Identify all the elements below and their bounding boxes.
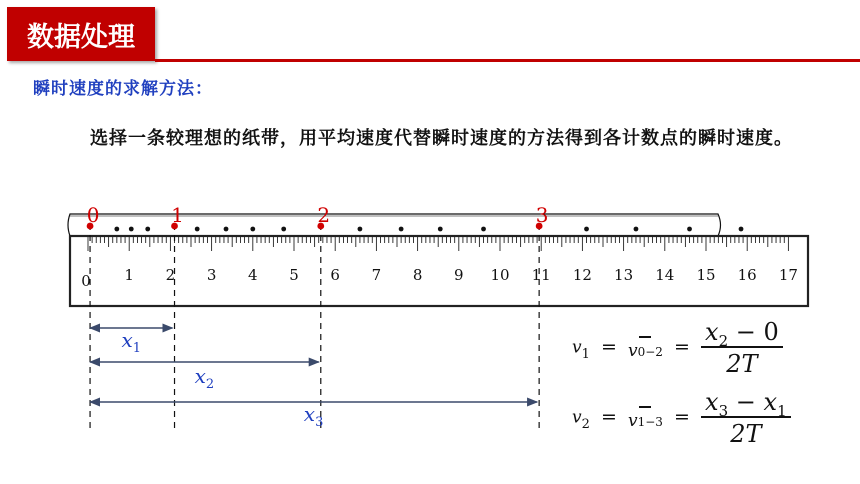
ruler-label: 4 — [248, 266, 258, 284]
ruler-label: 11 — [531, 266, 551, 284]
paper-tape — [68, 214, 743, 236]
tape-outline — [68, 214, 721, 236]
ruler-label: 5 — [289, 266, 299, 284]
distance-arrows — [90, 328, 537, 430]
ruler-label: 17 — [778, 266, 798, 284]
eq2-denominator: 2T — [730, 420, 762, 448]
tape-dot — [250, 227, 255, 232]
eq1-equals-2: = — [674, 335, 690, 358]
tape-dot — [224, 227, 229, 232]
section-title: 数据处理 — [7, 7, 155, 61]
ruler-label: 7 — [371, 266, 382, 284]
eq1-lhs-var: v — [572, 337, 582, 358]
ruler-label: 12 — [572, 266, 592, 284]
eq1-average-velocity — [628, 336, 663, 361]
tape-dot — [399, 227, 404, 232]
tape-dot — [145, 227, 150, 232]
method-subtitle: 瞬时速度的求解方法： — [33, 79, 213, 99]
ruler-label: 1 — [124, 266, 134, 284]
distance-label: $x_3$ — [303, 402, 324, 430]
ruler-label: 2 — [165, 266, 176, 284]
equation-v2 — [572, 388, 791, 448]
eq2-avg-var: v — [628, 410, 638, 431]
ruler-label: 16 — [737, 266, 757, 284]
count-point-label: 1 — [171, 203, 184, 227]
eq2-num-b-sub: 1 — [777, 402, 787, 420]
eq2-equals-2: = — [674, 405, 690, 428]
eq2-lhs-var: v — [572, 407, 582, 428]
eq2-num-a: x — [705, 388, 719, 416]
ruler-label: 8 — [412, 266, 423, 284]
eq1-lhs-sub: 1 — [581, 346, 590, 362]
eq1-equals: = — [600, 335, 617, 358]
eq1-avg-var: v — [628, 340, 638, 361]
ruler-label: 6 — [330, 266, 340, 284]
tape-dot — [584, 227, 589, 232]
tape-dot — [739, 227, 744, 232]
eq2-avg-sub: 1−3 — [637, 414, 663, 429]
eq1-minus: − 0 — [728, 318, 779, 346]
ruler-label: 13 — [614, 266, 634, 284]
tape-dot — [281, 227, 286, 232]
equation-v1 — [572, 318, 783, 378]
ruler-label: 14 — [655, 266, 675, 284]
ruler-label: 10 — [490, 266, 510, 284]
distance-subscript: 2 — [205, 377, 215, 392]
distance-subscript: 3 — [315, 415, 324, 430]
tape-dot — [687, 227, 692, 232]
distance-subscript: 1 — [132, 341, 142, 356]
tape-dot — [438, 227, 443, 232]
tape-dot — [114, 227, 119, 232]
eq1-denominator: 2T — [726, 350, 758, 378]
eq1-avg-sub: 0−2 — [637, 344, 663, 359]
eq2-average-velocity — [628, 406, 663, 431]
eq2-minus: − — [728, 388, 764, 416]
eq2-fraction — [701, 388, 791, 448]
tape-dot — [358, 227, 363, 232]
count-point-label: 2 — [317, 203, 331, 227]
ruler-label: 9 — [454, 266, 464, 284]
eq2-lhs-sub: 2 — [581, 416, 590, 432]
eq2-num-b: x — [763, 388, 778, 416]
count-point-label: 0 — [86, 203, 100, 227]
tape-dot — [129, 227, 134, 232]
eq1-fraction — [701, 318, 783, 378]
eq2-equals: = — [600, 405, 617, 428]
eq2-num-a-sub: 3 — [718, 402, 729, 420]
method-paragraph: 选择一条较理想的纸带，用平均速度代替瞬时速度的方法得到各计数点的瞬时速度。 — [90, 128, 793, 149]
ruler-label: 3 — [206, 266, 217, 284]
count-point-label: 3 — [535, 203, 549, 227]
eq1-num-a-sub: 2 — [718, 332, 729, 350]
ruler — [70, 236, 808, 306]
tape-dot — [634, 227, 639, 232]
tape-dot — [195, 227, 200, 232]
distance-label: $x_1$ — [121, 328, 142, 356]
distance-label: $x_2$ — [194, 364, 215, 392]
eq1-num-a: x — [705, 318, 719, 346]
ruler-label: 0 — [81, 272, 91, 290]
tape-dot — [481, 227, 486, 232]
ruler-label: 15 — [696, 266, 716, 284]
